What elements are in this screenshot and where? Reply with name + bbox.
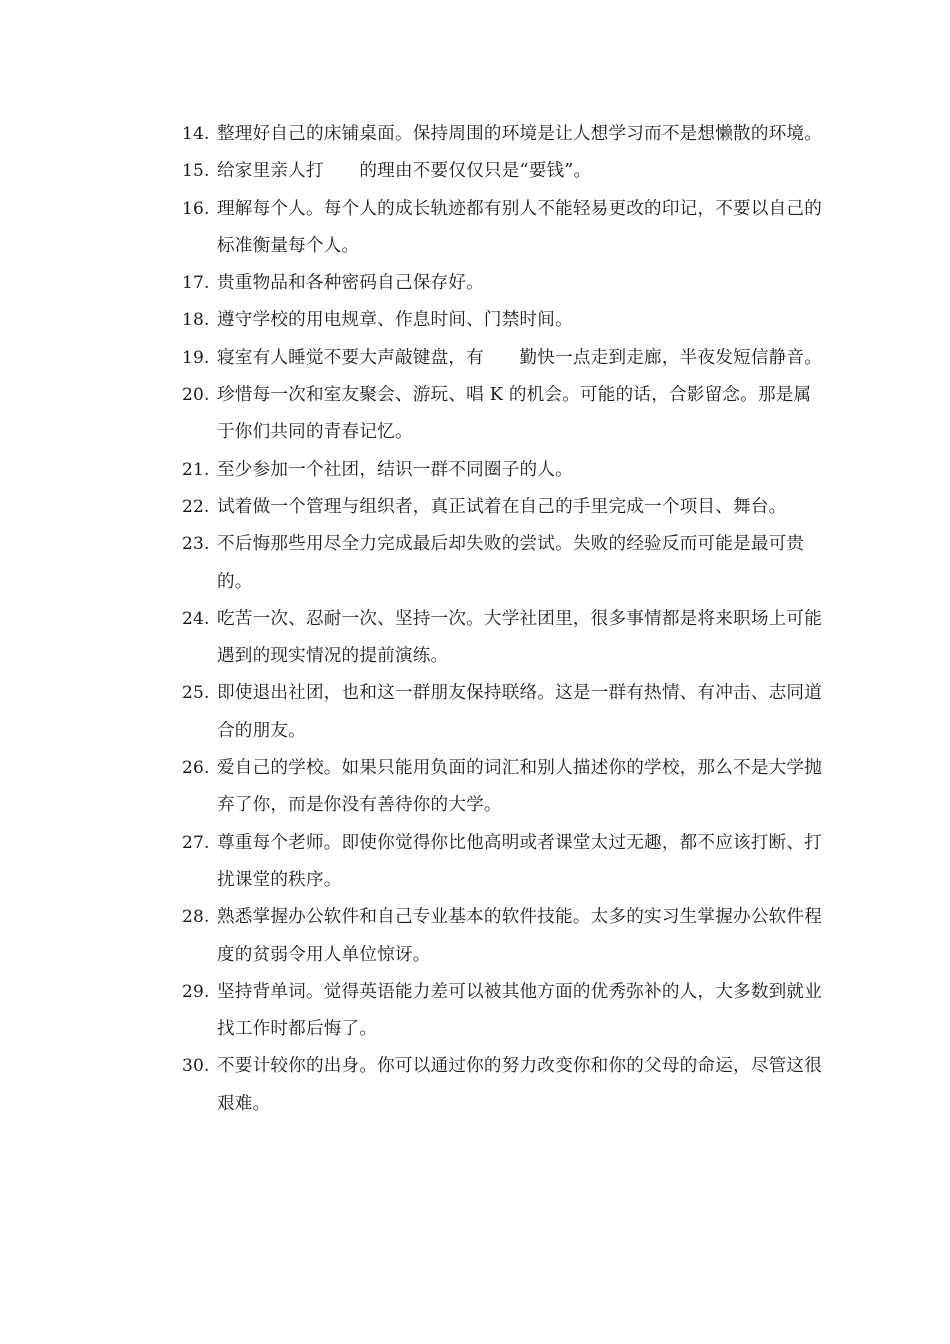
list-item	[182, 302, 822, 339]
item-text: 熟悉掌握办公软件和自己专业基本的软件技能。太多的实习生掌握办公软件程度的贫弱令用人单位惊讶。	[217, 907, 822, 965]
item-number: 25.	[182, 683, 210, 704]
item-text: 珍惜每一次和室友聚会、游玩、唱 K 的机会。可能的话，合影留念。那是属于你们共同的青春记忆。	[217, 385, 812, 443]
item-text: 寝室有人睡觉不要大声敲键盘，有 勤快一点走到走廊，半夜发短信静音。	[217, 347, 822, 368]
list-item	[182, 452, 822, 489]
item-text: 至少参加一个社团，结识一群不同圈子的人。	[217, 459, 573, 480]
list-item	[182, 377, 822, 452]
item-text: 即使退出社团，也和这一群朋友保持联络。这是一群有热情、有冲击、志同道合的朋友。	[217, 683, 822, 741]
item-text: 贵重物品和各种密码自己保存好。	[217, 273, 484, 294]
item-text: 不后悔那些用尽全力完成最后却失败的尝试。失败的经验反而可能是最可贵的。	[217, 534, 805, 592]
item-text: 给家里亲人打 的理由不要仅仅只是“要钱”。	[217, 161, 592, 182]
item-number: 15.	[182, 161, 210, 182]
item-number: 19.	[182, 347, 210, 368]
list-item	[182, 825, 822, 900]
item-number: 29.	[182, 981, 210, 1002]
list-item	[182, 265, 822, 302]
list-item	[182, 340, 822, 377]
item-number: 16.	[182, 198, 210, 219]
item-number: 23.	[182, 534, 210, 555]
item-number: 22.	[182, 496, 210, 517]
item-text: 尊重每个老师。即使你觉得你比他高明或者课堂太过无趣，都不应该打断、打扰课堂的秩序。	[217, 832, 822, 890]
list-item	[182, 116, 822, 153]
item-text: 爱自己的学校。如果只能用负面的词汇和别人描述你的学校，那么不是大学抛弃了你，而是你没有善待你的大学。	[217, 758, 822, 816]
item-text: 不要计较你的出身。你可以通过你的努力改变你和你的父母的命运，尽管这很艰难。	[217, 1056, 822, 1114]
item-number: 26.	[182, 758, 210, 779]
item-number: 24.	[182, 608, 210, 629]
list-item	[182, 153, 822, 190]
item-text: 吃苦一次、忍耐一次、坚持一次。大学社团里，很多事情都是将来职场上可能遇到的现实情况的提前演练。	[217, 608, 822, 667]
list-item	[182, 489, 822, 526]
list-item	[182, 1048, 822, 1123]
item-number: 28.	[182, 907, 210, 928]
item-text: 理解每个人。每个人的成长轨迹都有别人不能轻易更改的印记，不要以自己的标准衡量每个人。	[217, 198, 822, 256]
item-number: 20.	[182, 385, 210, 406]
item-number: 14.	[182, 124, 210, 144]
item-text: 坚持背单词。觉得英语能力差可以被其他方面的优秀弥补的人，大多数到就业找工作时都后悔了。	[217, 981, 822, 1040]
item-text: 遵守学校的用电规章、作息时间、门禁时间。	[217, 310, 573, 331]
list-item	[182, 675, 822, 750]
list-item	[182, 899, 822, 974]
list-item	[182, 526, 822, 601]
item-text: 试着做一个管理与组织者，真正试着在自己的手里完成一个项目、舞台。	[217, 496, 787, 517]
item-number: 30.	[182, 1056, 210, 1077]
advice-list	[182, 116, 822, 1123]
list-item	[182, 601, 822, 676]
list-item	[182, 750, 822, 825]
item-text: 整理好自己的床铺桌面。保持周围的环境是让人想学习而不是想懒散的环境。	[217, 124, 822, 144]
item-number: 17.	[182, 273, 210, 294]
item-number: 21.	[182, 459, 210, 480]
list-item	[182, 974, 822, 1049]
list-item	[182, 191, 822, 266]
item-number: 18.	[182, 310, 210, 331]
item-number: 27.	[182, 832, 210, 853]
